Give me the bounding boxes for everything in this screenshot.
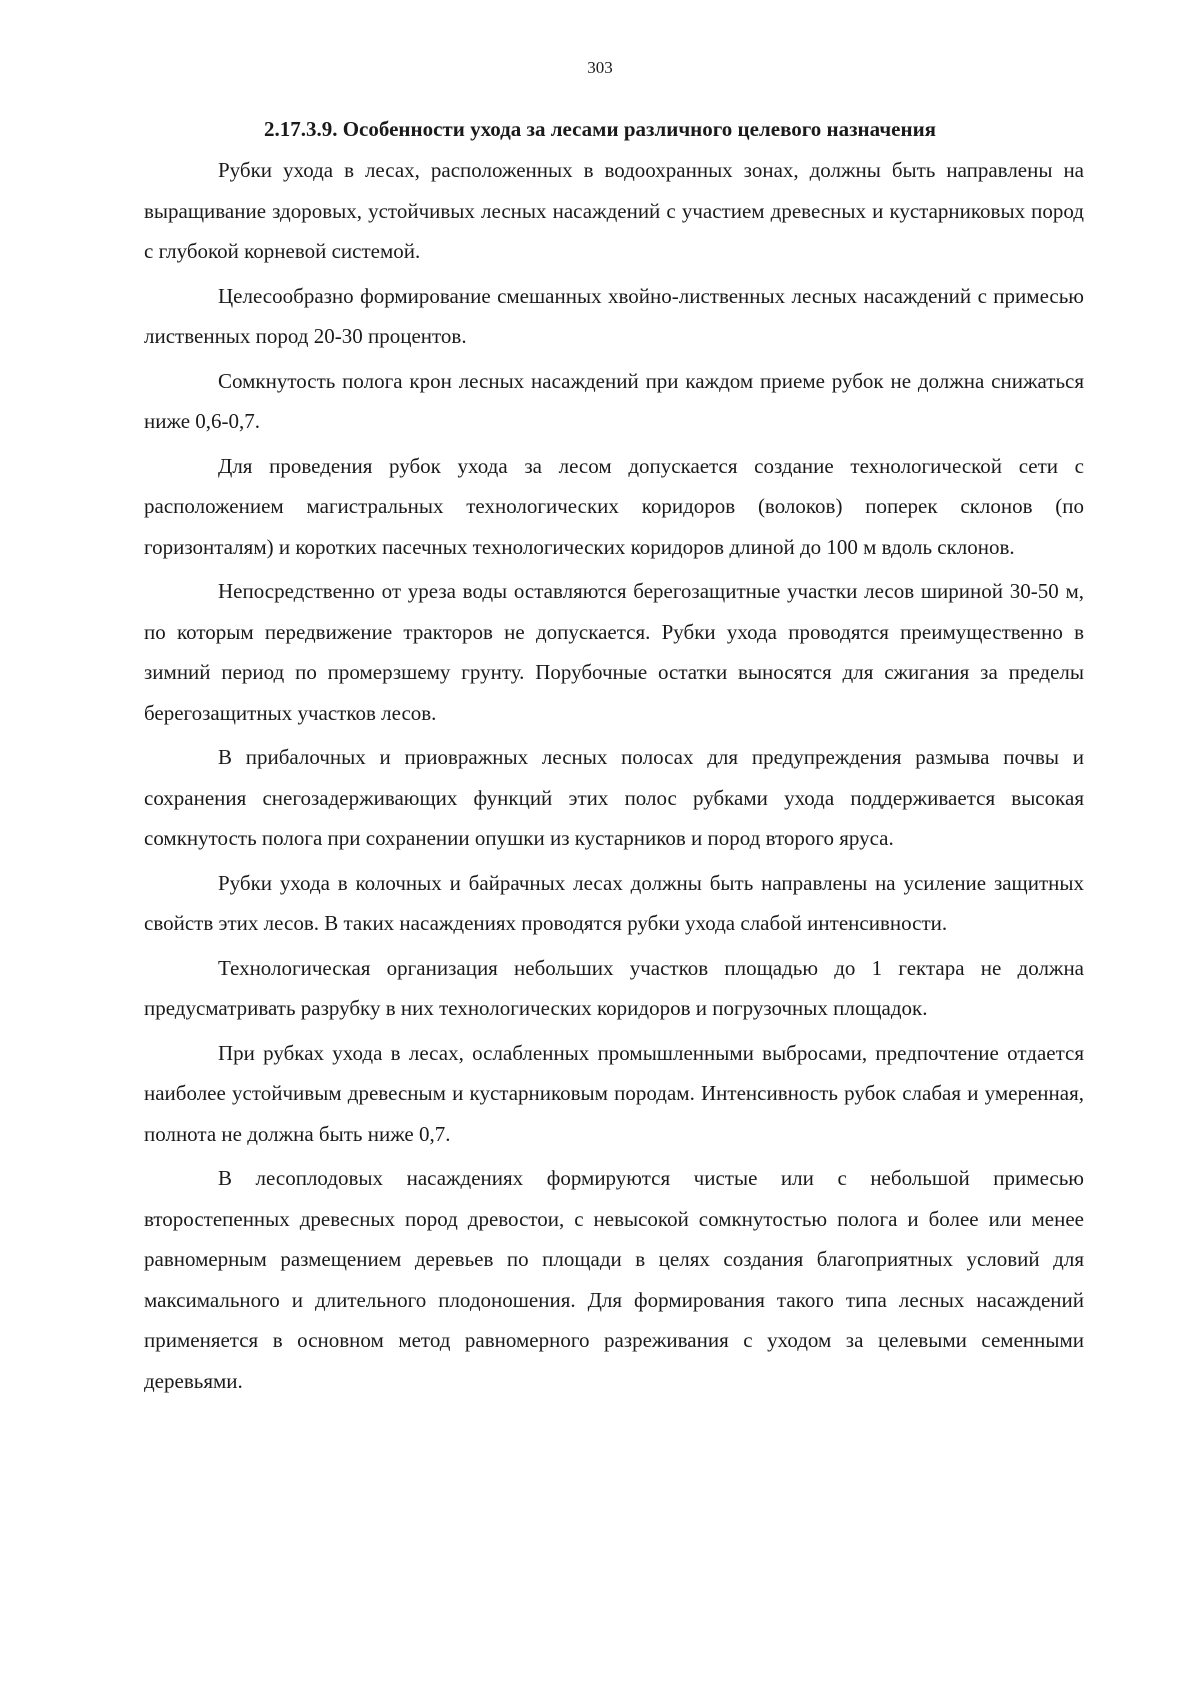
paragraph-kolok-forests: Рубки ухода в колочных и байрачных лесах должны быть направлены на усиление защитных свойств этих лесов. В таких насаждениях проводятся рубки ухода слабой интенсивности. [144,870,1084,935]
paragraph-canopy-closure: Сомкнутость полога крон лесных насаждений при каждом приеме рубок не должна снижаться ниже 0,6-0,7. [144,368,1084,433]
page-number: 303 [587,58,613,77]
paragraph-technological-network: Для проведения рубок ухода за лесом допускается создание технологической сети с расположением магистральных технологических коридоров (волоков) поперек склонов (по горизонталям) и коротких пасечных технологических коридоров длиной до 100 м вдоль склонов. [144,453,1084,559]
paragraph-shore-protection: Непосредственно от уреза воды оставляются берегозащитные участки лесов шириной 30-50 м, по которым передвижение тракторов не допускается. Рубки ухода проводятся преимущественно в зимний период по промерзшему грунту. Порубочные остатки выносятся для сжигания за пределы берегозащитных участков лесов. [144,579,1084,725]
paragraph-fruit-stands: В лесоплодовых насаждениях формируются чистые или с небольшой примесью второстепенных древесных пород древостои, с невысокой сомкнутостью полога и более или менее равномерным размещением деревьев по площади в целях создания благоприятных условий для максимального и длительного плодоношения. Для формирования такого типа лесных насаждений применяется в основном метод равномерного разреживания с уходом за целевыми семенными деревьями. [144,1166,1084,1393]
paragraph-ravine-belts: В прибалочных и приовражных лесных полосах для предупреждения размыва почвы и сохранения снегозадерживающих функций этих полос рубками ухода поддерживается высокая сомкнутость полога при сохранении опушки из кустарников и пород второго яруса. [144,745,1084,850]
section-heading: 2.17.3.9. Особенности ухода за лесами различного целевого назначения [263,117,937,141]
paragraph-water-protection-zones: Рубки ухода в лесах, расположенных в водоохранных зонах, должны быть направлены на выращивание здоровых, устойчивых лесных насаждений с участием древесных и кустарниковых пород с глубокой корневой системой. [144,158,1084,263]
paragraph-small-plots: Технологическая организация небольших участков площадью до 1 гектара не должна предусматривать разрубку в них технологических коридоров и погрузочных площадок. [144,955,1084,1020]
paragraph-industrial-emissions: При рубках ухода в лесах, ослабленных промышленными выбросами, предпочтение отдается наиболее устойчивым древесным и кустарниковым породам. Интенсивность рубок слабая и умеренная, полнота не должна быть ниже 0,7. [144,1040,1084,1146]
paragraph-mixed-stands: Целесообразно формирование смешанных хвойно-лиственных лесных насаждений с примесью лиственных пород 20-30 процентов. [144,283,1084,348]
body-text [144,150,1084,1405]
